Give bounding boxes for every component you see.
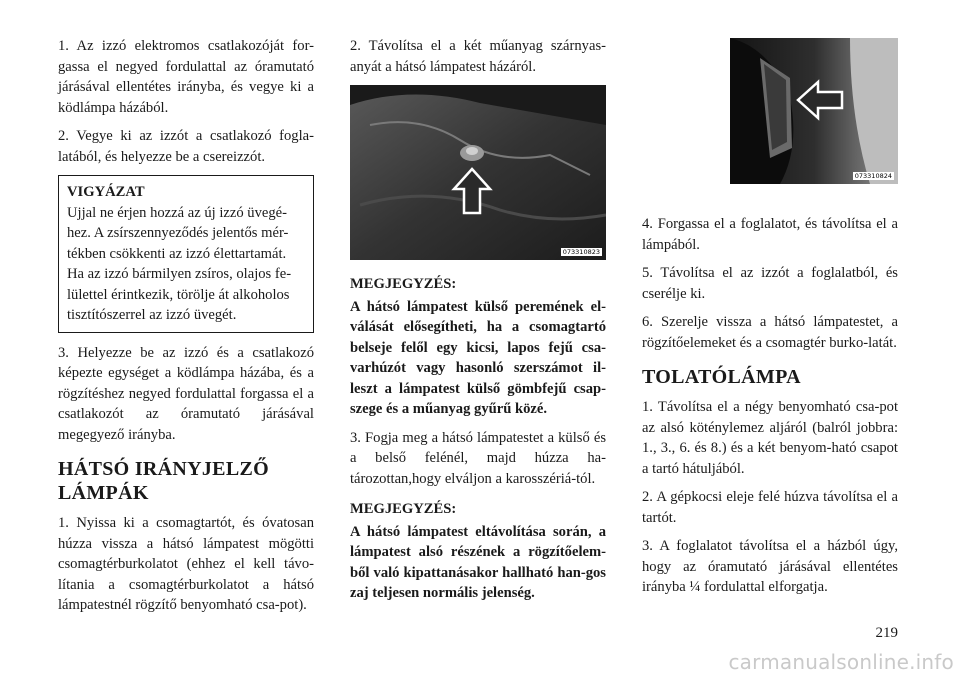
warning-body: Ujjal ne érjen hozzá az új izzó üvegé-hez. A zsírszennyeződés jelentős mér-tékben csökkenti az izzó élettartamát. Ha az izzó bármilyen zsíros, olajos fe-lülettel érintkezik, törölje át alkoholos tisztítószerrel az izzó üvegét. <box>67 204 292 323</box>
paragraph: 2. Vegye ki az izzót a csatlakozó fogla-latából, és helyezze be a csereizzót. <box>58 128 314 165</box>
section-title: HÁTSÓ IRÁNYJELZŐ LÁMPÁK <box>58 458 269 504</box>
note-body: A hátsó lámpatest eltávolítása során, a lámpatest alsó részének a rögzítőelem-ből való kipattanásakor hallható han-gos zaj teljesen normális jelenség. <box>350 523 606 601</box>
column-right <box>642 214 898 606</box>
warning-box <box>58 175 314 333</box>
photo-tail-lamp-housing <box>350 85 606 260</box>
note-body: A hátsó lámpatest külső peremének el-válását elősegítheti, ha a csomagtartó belseje felől egy kicsi, lapos fejű csa-varhúzót vagy hasonló szerszámot il-leszt a lámpatest külső gömbfejű csap-szege és a műanyag gyűrű közé. <box>350 298 606 417</box>
paragraph: 4. Forgassa el a foglalatot, és távolítsa el a lámpából. <box>642 216 898 253</box>
note-title: MEGJEGYZÉS: <box>350 276 457 292</box>
paragraph: 6. Szerelje vissza a hátsó lámpatestet, a rögzítőelemeket és a csomagtér burko-latát. <box>642 314 898 351</box>
paragraph: 3. Fogja meg a hátsó lámpatestet a külső és a belső felénél, majd húzza ha-tározottan,hogy elváljon a karosszériá-tól. <box>350 429 606 487</box>
warning-title: VIGYÁZAT <box>67 184 145 200</box>
photo-bulb-socket <box>730 38 898 184</box>
image-id: 073310824 <box>854 172 892 180</box>
paragraph: 5. Távolítsa el az izzót a foglalatból, és cserélje ki. <box>642 265 898 302</box>
page-number: 219 <box>875 625 898 641</box>
photo-illustration <box>350 85 606 260</box>
paragraph: 1. Nyissa ki a csomagtartót, és óvatosan húzza vissza a hátsó lámpatest mögötti csomagtérburkolatot (ehhez el kell távo-lítania a csomagtérburkolatot a hátsó lámpatestnél rögzítő benyomható csa-pot). <box>58 515 314 613</box>
image-id: 073310823 <box>562 248 600 256</box>
paragraph: 1. Távolítsa el a négy benyomható csa-pot az alsó köténylemez aljáról (balról jobbra: 1., 3., 6. és 8.) és a két benyom-ható csapot a tartó hátuljából. <box>642 399 898 477</box>
paragraph: 2. Távolítsa el a két műanyag szárnyas-anyát a hátsó lámpatest házáról. <box>350 38 606 75</box>
column-left <box>58 36 314 624</box>
paragraph: 1. Az izzó elektromos csatlakozóját for-gassa el negyed fordulattal az óramutató járásával ellentétes irányba, és vegye ki a ködlámpa házából. <box>58 38 314 116</box>
photo-illustration <box>730 38 898 184</box>
column-middle <box>350 36 606 612</box>
watermark: carmanualsonline.info <box>728 650 954 674</box>
section-title: TOLATÓLÁMPA <box>642 366 801 388</box>
paragraph: 3. A foglalatot távolítsa el a házból úgy, hogy az óramutató járásával ellentétes irányba ¼ fordulattal elforgatja. <box>642 538 898 595</box>
paragraph: 2. A gépkocsi eleje felé húzva távolítsa el a tartót. <box>642 489 898 526</box>
note-title: MEGJEGYZÉS: <box>350 501 457 517</box>
paragraph: 3. Helyezze be az izzó és a csatlakozó képezte egységet a ködlámpa házába, és a rögzítéshez negyed fordulattal forgassa el a csatlakozót az óramutató járásával megegyező irányba. <box>58 344 314 443</box>
